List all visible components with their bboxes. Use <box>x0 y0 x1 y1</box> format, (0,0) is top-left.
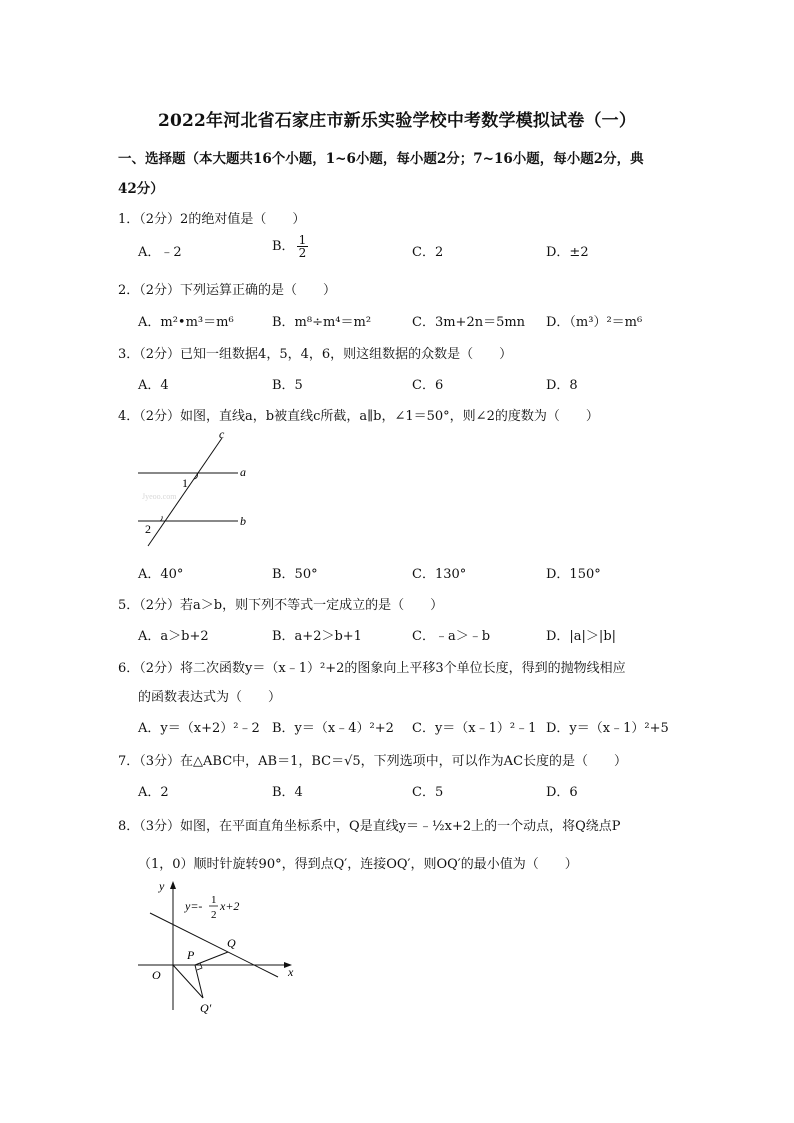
question-6-stem-cont: 的函数表达式为（ ） <box>138 690 282 705</box>
question-3-stem: 3．（2分）已知一组数据4，5，4，6，则这组数据的众数是（ ） <box>118 347 513 362</box>
question-4-option-c: C．130° <box>412 567 467 582</box>
section-heading: 一、选择题（本大题共16个小题，1~6小题，每小题2分；7~16小题，每小题2分，典 <box>118 151 644 167</box>
question-1-option-c: C．2 <box>412 245 444 260</box>
question-4-option-b: B．50° <box>272 567 318 582</box>
question-8-stem-cont: （1，0）顺时针旋转90°，得到点Q′，连接OQ′，则OQ′的最小值为（ ） <box>138 857 578 872</box>
question-4-stem: 4．（2分）如图，直线a，b被直线c所截，a∥b，∠1＝50°，则∠2的度数为（ ） <box>118 409 599 424</box>
equation-denominator: 2 <box>211 909 217 921</box>
question-6-option-c: C．y＝（x﹣1）²﹣1 <box>412 721 537 736</box>
label-c: c <box>219 427 225 441</box>
question-6-option-d: D．y＝（x﹣1）²+5 <box>546 721 669 736</box>
question-4-option-d: D．150° <box>546 567 601 582</box>
label-x: x <box>288 965 294 979</box>
question-7-option-a: A．2 <box>138 785 169 800</box>
y-axis-arrow-icon <box>170 881 176 889</box>
equation-suffix: x+2 <box>220 899 240 913</box>
equation-numerator: 1 <box>211 894 217 906</box>
question-5-stem: 5．（2分）若a＞b，则下列不等式一定成立的是（ ） <box>118 598 444 613</box>
label-angle-2: 2 <box>145 522 151 536</box>
linear-function-line <box>150 913 278 977</box>
label-angle-1: 1 <box>182 476 188 490</box>
label-Q: Q <box>227 936 236 950</box>
label-y: y <box>159 879 165 893</box>
question-2-option-c: C．3m+2n＝5mn <box>412 315 526 330</box>
label-b: b <box>240 514 246 528</box>
question-7-option-b: B．4 <box>272 785 303 800</box>
question-2-option-b: B．m⁸÷m⁴＝m² <box>272 315 372 330</box>
page-title: 2022年河北省石家庄市新乐实验学校中考数学模拟试卷（一） <box>157 111 637 131</box>
question-3-option-b: B．5 <box>272 378 303 393</box>
question-1-option-d: D．±2 <box>546 245 589 260</box>
question-5-option-a: A．a＞b+2 <box>138 629 209 644</box>
section-heading-cont: 42分） <box>118 181 164 197</box>
question-6-option-b: B．y＝（x﹣4）²+2 <box>272 721 394 736</box>
question-2-option-d: D．（m³）²＝m⁶ <box>546 315 643 330</box>
question-3-option-d: D．8 <box>546 378 578 393</box>
question-5-option-d: D．|a|＞|b| <box>546 629 617 644</box>
question-3-option-a: A．4 <box>138 378 169 393</box>
question-1-option-a: A．﹣2 <box>138 245 182 260</box>
question-5-option-b: B．a+2＞b+1 <box>272 629 362 644</box>
question-2-stem: 2．（2分）下列运算正确的是（ ） <box>118 283 337 298</box>
fraction-numerator: 1 <box>298 233 307 247</box>
question-8-stem: 8．（3分）如图，在平面直角坐标系中，Q是直线y＝﹣½x+2上的一个动点，将Q绕点P <box>118 819 621 834</box>
angle-2-arc <box>160 516 162 521</box>
question-6-stem: 6．（2分）将二次函数y＝（x﹣1）²+2的图象向上平移3个单位长度，得到的抛物线相应 <box>118 661 626 676</box>
fraction-denominator: 2 <box>298 246 307 260</box>
option-b-label: B． <box>272 239 295 254</box>
question-5-option-c: C．﹣a＞﹣b <box>412 629 491 644</box>
question-7-option-d: D．6 <box>546 785 578 800</box>
label-P: P <box>187 948 195 962</box>
label-a: a <box>240 465 246 479</box>
question-1-option-b <box>272 234 310 259</box>
question-3-option-c: C．6 <box>412 378 444 393</box>
question-1-stem: 1．（2分）2的绝对值是（ ） <box>118 212 306 227</box>
parallel-lines-figure <box>130 425 260 550</box>
watermark: Jyeoo.com <box>142 492 177 501</box>
question-7-option-c: C．5 <box>412 785 444 800</box>
fraction <box>297 234 309 259</box>
coordinate-figure <box>130 875 310 1020</box>
question-4-option-a: A．40° <box>138 567 184 582</box>
question-7-stem: 7．（3分）在△ABC中，AB＝1，BC＝√5，下列选项中，可以作为AC长度的是（ ） <box>118 754 628 769</box>
question-6-option-a: A．y＝（x+2）²﹣2 <box>138 721 260 736</box>
label-O: O <box>152 968 161 982</box>
question-2-option-a: A．m²•m³＝m⁶ <box>138 315 234 330</box>
label-Q-prime: Q′ <box>200 1001 212 1015</box>
equation-prefix: y=- <box>185 899 203 913</box>
